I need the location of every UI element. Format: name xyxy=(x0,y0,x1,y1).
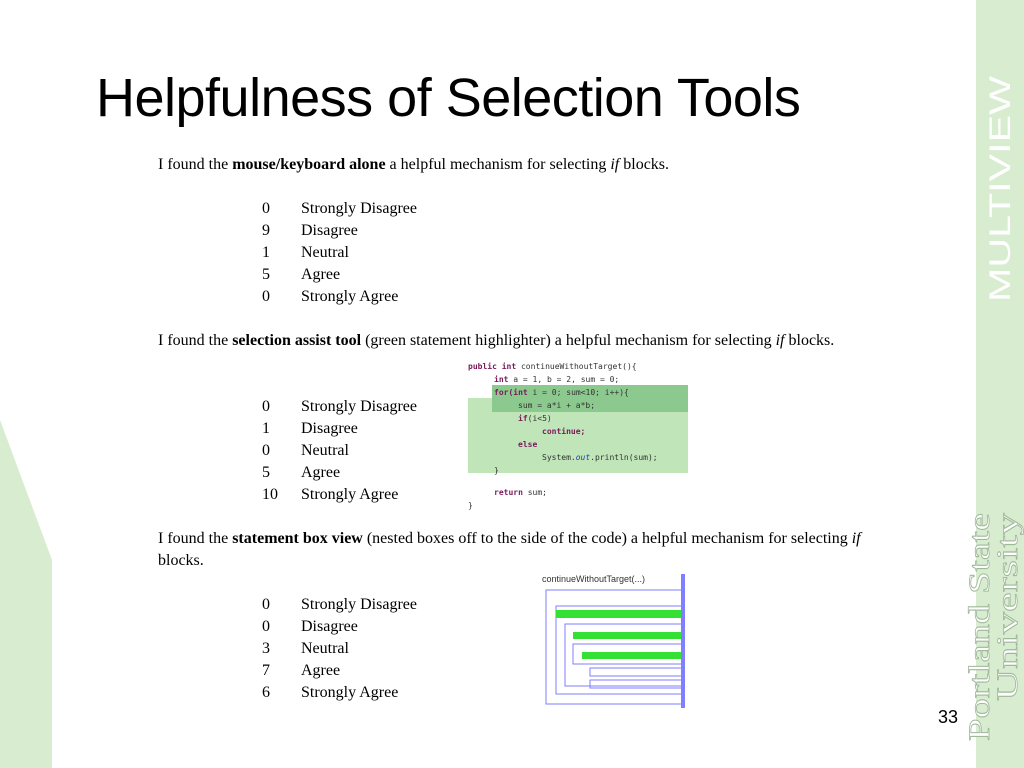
question-suffix: blocks. xyxy=(619,156,670,173)
svg-text:MULTIVIEW: MULTIVIEW xyxy=(984,137,1017,302)
left-decorative-band xyxy=(0,0,52,768)
code-line: System.out.println(sum); xyxy=(542,453,658,462)
question-statement-box-view xyxy=(158,528,906,572)
multiview-brand-text xyxy=(974,70,1024,310)
code-line: } xyxy=(494,466,499,475)
box-view-scrollbar xyxy=(681,574,685,708)
response-label: Neutral xyxy=(301,640,349,657)
question-keyword: if xyxy=(851,530,861,547)
response-row xyxy=(262,682,417,704)
response-row xyxy=(262,484,417,506)
response-label: Strongly Disagree xyxy=(301,200,417,217)
question-prefix: I found the xyxy=(158,332,233,349)
responses-mouse-keyboard xyxy=(262,198,417,308)
response-row xyxy=(262,594,417,616)
response-row xyxy=(262,616,417,638)
slide-number: 33 xyxy=(938,707,959,727)
code-line: public int continueWithoutTarget(){ xyxy=(468,362,637,371)
response-count: 9 xyxy=(262,222,270,239)
code-line: else xyxy=(518,440,538,449)
response-count: 0 xyxy=(262,596,270,613)
question-prefix: I found the xyxy=(158,156,233,173)
code-line: for(int i = 0; sum<10; i++){ xyxy=(494,388,629,397)
svg-text:University: University xyxy=(991,574,1024,701)
response-count: 0 xyxy=(262,618,270,635)
response-count: 0 xyxy=(262,288,270,305)
box-view-caption: continueWithoutTarget(...) xyxy=(542,574,646,584)
response-count: 5 xyxy=(262,266,270,283)
response-row xyxy=(262,462,417,484)
for-loop-box xyxy=(556,606,683,694)
question-keyword: if xyxy=(610,156,620,173)
question-keyword: if xyxy=(775,332,785,349)
code-line: if(i<5) xyxy=(518,414,552,423)
question-middle: (green statement highlighter) a helpful mechanism for selecting xyxy=(361,332,776,349)
response-count: 1 xyxy=(262,420,270,437)
nested-boxes-graphic xyxy=(540,572,690,710)
response-row xyxy=(262,396,417,418)
response-label: Neutral xyxy=(301,244,349,261)
response-count: 0 xyxy=(262,200,270,217)
response-count: 3 xyxy=(262,640,270,657)
code-line: sum = a*i + a*b; xyxy=(518,401,596,410)
response-label: Strongly Agree xyxy=(301,684,399,701)
response-label: Agree xyxy=(301,464,341,481)
response-label: Strongly Disagree xyxy=(301,596,417,613)
response-count: 10 xyxy=(262,486,278,503)
code-line: int a = 1, b = 2, sum = 0; xyxy=(494,375,620,384)
response-label: Strongly Agree xyxy=(301,486,399,503)
response-label: Disagree xyxy=(301,222,358,239)
question-middle: a helpful mechanism for selecting xyxy=(385,156,611,173)
response-row xyxy=(262,440,417,462)
svg-text:Portland State: Portland State xyxy=(963,571,996,741)
response-count: 1 xyxy=(262,244,270,261)
question-prefix: I found the xyxy=(158,530,233,547)
if-header-bar xyxy=(573,632,682,639)
response-count: 7 xyxy=(262,662,270,679)
response-count: 0 xyxy=(262,398,270,415)
question-selection-assist xyxy=(158,330,906,352)
question-middle: (nested boxes off to the side of the code) a helpful mechanism for selecting xyxy=(362,530,852,547)
response-row xyxy=(262,286,417,308)
code-line: return sum; xyxy=(494,488,547,497)
question-suffix: blocks. xyxy=(784,332,835,349)
response-label: Neutral xyxy=(301,442,349,459)
response-row xyxy=(262,220,417,242)
responses-statement-box-view xyxy=(262,594,417,704)
return-box xyxy=(590,680,683,688)
code-line: continue; xyxy=(542,427,586,436)
response-row xyxy=(262,198,417,220)
response-row xyxy=(262,660,417,682)
response-count: 5 xyxy=(262,464,270,481)
code-line: } xyxy=(468,501,473,510)
response-label: Agree xyxy=(301,266,341,283)
response-row xyxy=(262,638,417,660)
for-header-bar xyxy=(556,610,682,618)
response-row xyxy=(262,242,417,264)
portland-state-university-logo xyxy=(955,505,1024,745)
response-count: 0 xyxy=(262,442,270,459)
response-count: 6 xyxy=(262,684,270,701)
question-tool-name: mouse/keyboard alone xyxy=(232,156,386,173)
response-row xyxy=(262,418,417,440)
print-box xyxy=(590,668,683,676)
statement-box-view-screenshot xyxy=(540,572,690,710)
question-tool-name: statement box view xyxy=(232,530,363,547)
else-bar xyxy=(582,652,682,659)
responses-selection-assist xyxy=(262,396,417,506)
response-label: Disagree xyxy=(301,618,358,635)
question-mouse-keyboard xyxy=(158,154,906,176)
response-label: Strongly Disagree xyxy=(301,398,417,415)
outer-method-box xyxy=(546,590,683,704)
response-row xyxy=(262,264,417,286)
slide-title: Helpfulness of Selection Tools xyxy=(96,68,801,128)
response-label: Agree xyxy=(301,662,341,679)
question-suffix: blocks. xyxy=(158,552,204,569)
response-label: Disagree xyxy=(301,420,358,437)
code-snippet-screenshot xyxy=(468,360,690,510)
question-tool-name: selection assist tool xyxy=(232,332,362,349)
response-label: Strongly Agree xyxy=(301,288,399,305)
